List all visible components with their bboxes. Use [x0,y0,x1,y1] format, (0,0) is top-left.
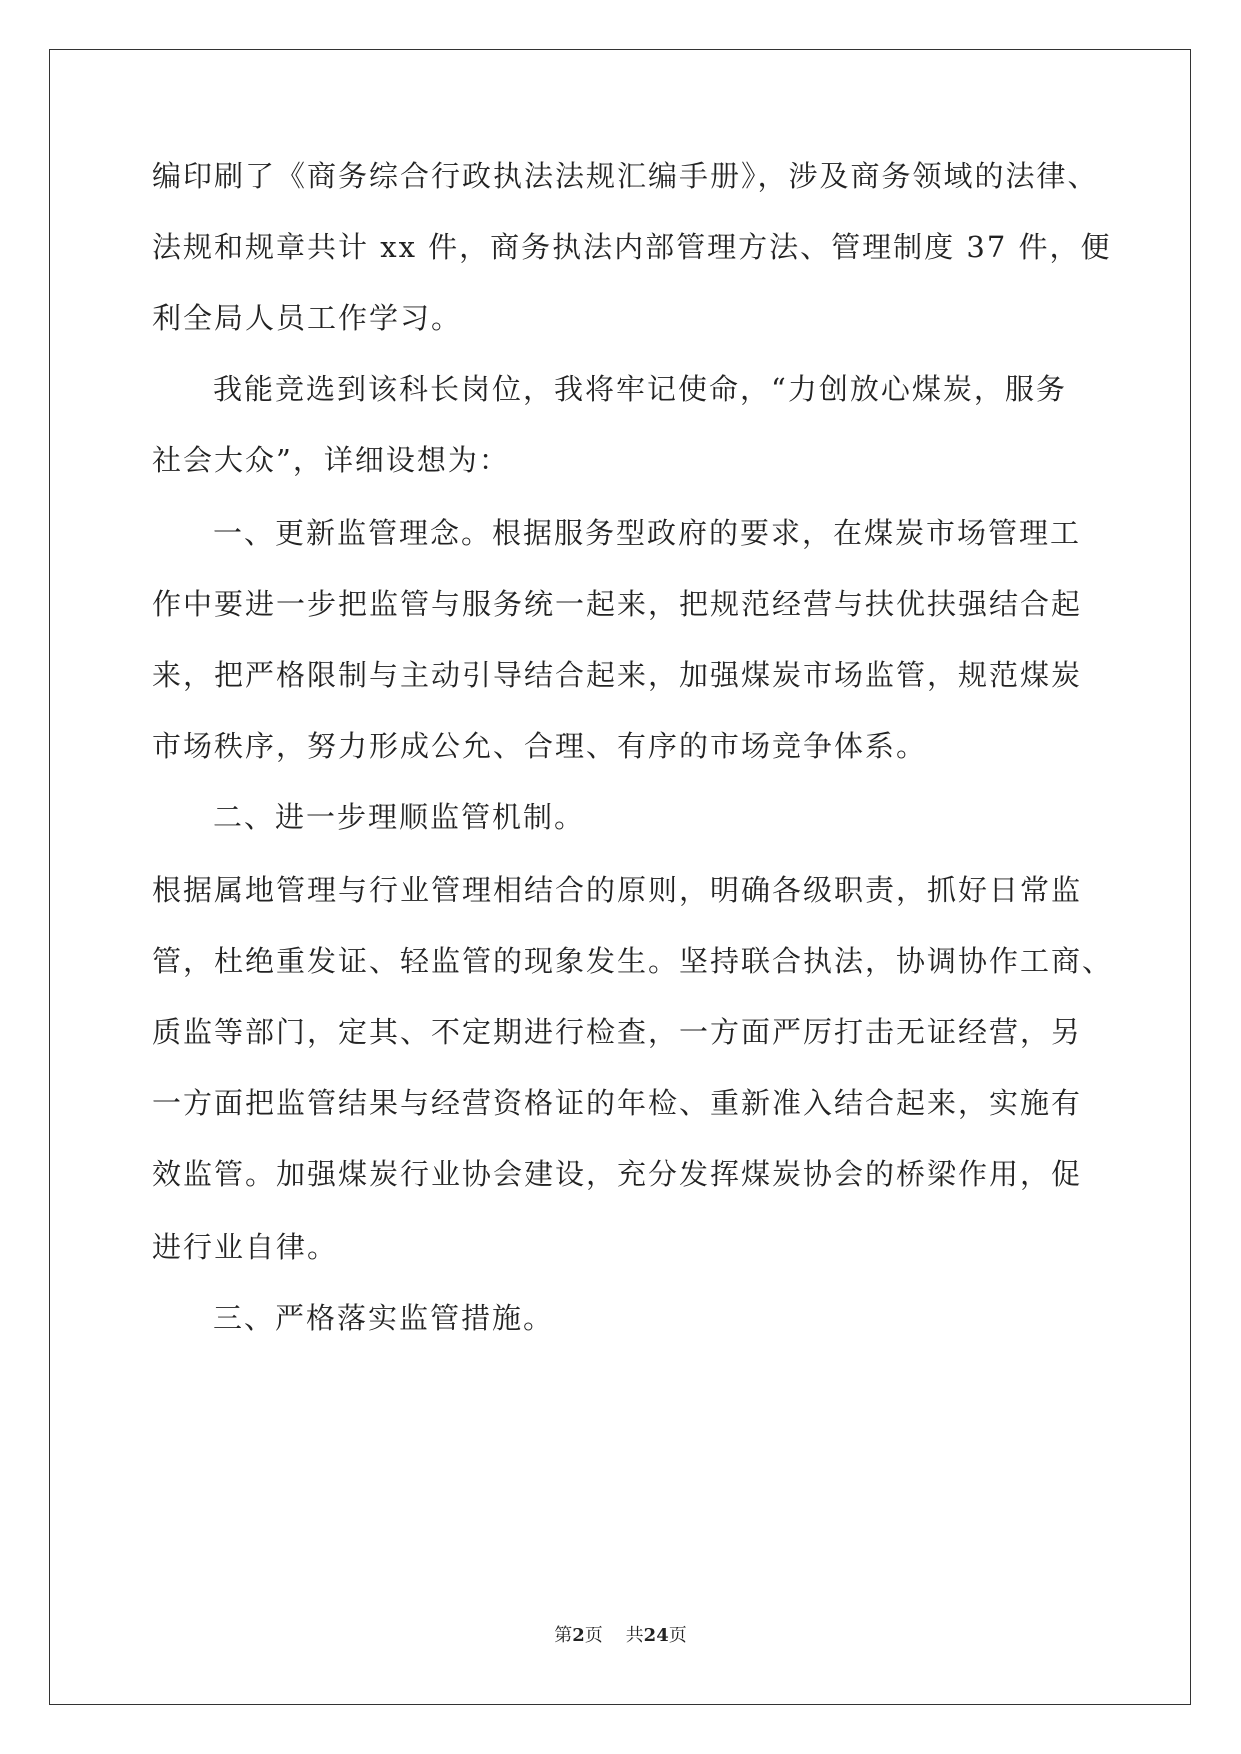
page-prefix: 第 [554,1625,573,1646]
text-line: 市场秩序，努力形成公允、合理、有序的市场竞争体系。 [152,729,928,763]
text-line: 我能竞选到该科长岗位，我将牢记使命，“力创放心煤炭，服务 [213,372,1067,406]
text-line: 利全局人员工作学习。 [152,301,463,335]
page-unit: 页 [584,1625,603,1646]
page-footer [0,1624,1241,1648]
page-number: 2 [572,1625,585,1646]
text-line: 一方面把监管结果与经营资格证的年检、重新准入结合起来，实施有 [152,1086,1083,1120]
text-line: 一、更新监管理念。根据服务型政府的要求，在煤炭市场管理工 [213,516,1082,550]
text-line: 编印刷了《商务综合行政执法法规汇编手册》，涉及商务领域的法律、 [152,159,1099,193]
text-line: 社会大众”，详细设想为： [152,443,510,477]
total-prefix: 共 [625,1625,644,1646]
text-line: 法规和规章共计 xx 件，商务执法内部管理方法、管理制度 37 件，便 [152,230,1112,264]
text-line: 来，把严格限制与主动引导结合起来，加强煤炭市场监管，规范煤炭 [152,658,1083,692]
text-line: 质监等部门，定其、不定期进行检查，一方面严厉打击无证经营，另 [152,1015,1083,1049]
text-line: 根据属地管理与行业管理相结合的原则，明确各级职责，抓好日常监 [152,873,1083,907]
text-line: 二、进一步理顺监管机制。 [213,800,586,834]
text-line: 管，杜绝重发证、轻监管的现象发生。坚持联合执法，协调协作工商、 [152,944,1114,978]
text-line: 作中要进一步把监管与服务统一起来，把规范经营与扶优扶强结合起 [152,587,1083,621]
text-line: 三、严格落实监管措施。 [213,1301,555,1335]
total-pages: 24 [643,1625,669,1646]
total-unit: 页 [668,1625,687,1646]
text-line: 进行业自律。 [152,1230,339,1264]
text-line: 效监管。加强煤炭行业协会建设，充分发挥煤炭协会的桥梁作用，促 [152,1157,1083,1191]
